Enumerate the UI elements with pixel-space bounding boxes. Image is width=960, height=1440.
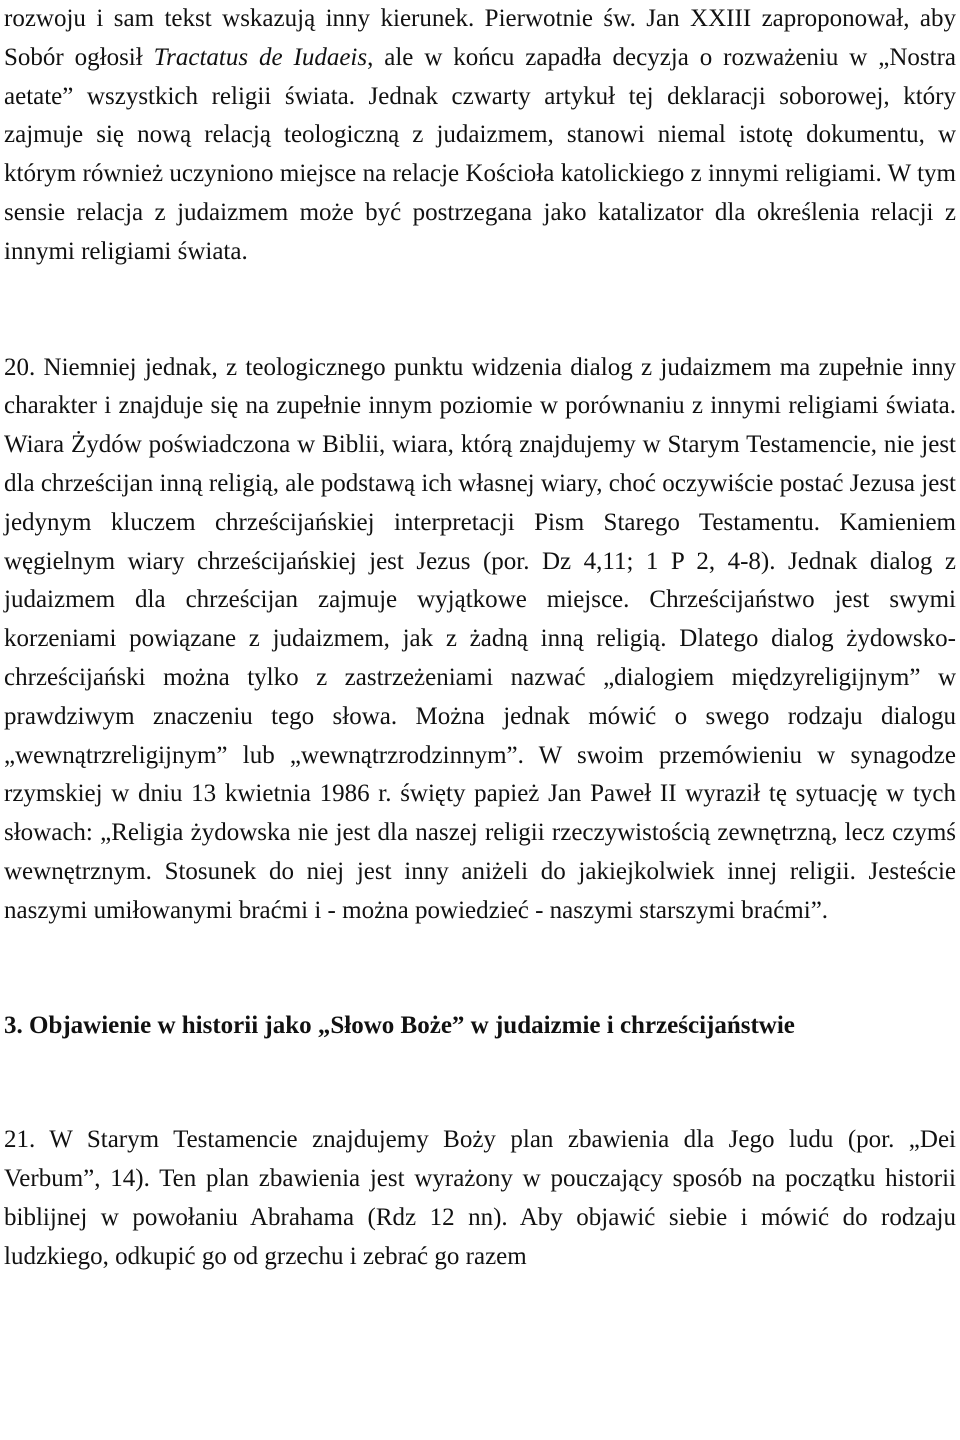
paragraph-text: rozwoju i sam tekst wskazują inny kierunek. Pierwotnie św. Jan XXIII zaproponował, aby Sobór ogłosił (4, 5, 956, 71)
paragraph-20: 20. Niemniej jednak, z teologicznego punktu widzenia dialog z judaizmem ma zupełnie inny charakter i znajduje się na zupełnie innym poziomie w porównaniu z innymi religiami świata. Wiara Żydów poświadczona w Biblii, wiara, którą znajdujemy w Starym Testamencie, nie jest dla chrześcijan inną religią, ale podstawą ich własnej wiary, choć oczywiście postać Jezusa jest jedynym kluczem chrześcijańskiej interpretacji Pism Starego Testamentu. Kamieniem węgielnym wiary chrześcijańskiej jest Jezus (por. Dz 4,11; 1 P 2, 4-8). Jednak dialog z judaizmem dla chrześcijan zajmuje wyjątkowe miejsce. Chrześcijaństwo jest swymi korzeniami powiązane z judaizmem, jak z żadną inną religią. Dlatego dialog żydowsko-chrześcijański można tylko z zastrzeżeniami nazwać „dialogiem międzyreligijnym” w prawdziwym znaczeniu tego słowa. Można jednak mówić o swego rodzaju dialogu „wewnątrzreligijnym” lub „wewnątrzrodzinnym”. W swoim przemówieniu w synagodze rzymskiej w dniu 13 kwietnia 1986 r. święty papież Jan Paweł II wyraził tę sytuację w tych słowach: „Religia żydowska nie jest dla naszej religii rzeczywistością zewnętrzną, lecz czymś wewnętrznym. Stosunek do niej jest inny aniżeli do jakiejkolwiek innej religii. Jesteście naszymi umiłowanymi braćmi i - można powiedzieć - naszymi starszymi braćmi”. (4, 353, 956, 924)
section-heading: 3. Objawienie w historii jako „Słowo Boże” w judaizmie i chrześcijaństwie (4, 1011, 795, 1039)
italic-title: Tractatus de Iudaeis (153, 43, 368, 71)
paragraph-text: , ale w końcu zapadła decyzja o rozważeniu w „Nostra aetate” wszystkich religii świata. Jednak czwarty artykuł tej deklaracji soborowej, który zajmuje się nową relacją teologiczną z judaizmem, stanowi niemal istotę dokumentu, w którym również uczyniono miejsce na relacje Kościoła katolickiego z innymi religiami. W tym sensie relacja z judaizmem może być postrzegana jako katalizator dla określenia relacji z innymi religiami świata. (4, 43, 956, 265)
paragraph-21: 21. W Starym Testamencie znajdujemy Boży plan zbawienia dla Jego ludu (por. „Dei Verbum”, 14). Ten plan zbawienia jest wyrażony w pouczający sposób na początku historii biblijnej w powołaniu Abrahama (Rdz 12 nn). Aby objawić siebie i mówić do rodzaju ludzkiego, odkupić go od grzechu i zebrać go razem (4, 1126, 956, 1270)
document-page (4, 0, 956, 1277)
paragraph-context (4, 0, 956, 272)
